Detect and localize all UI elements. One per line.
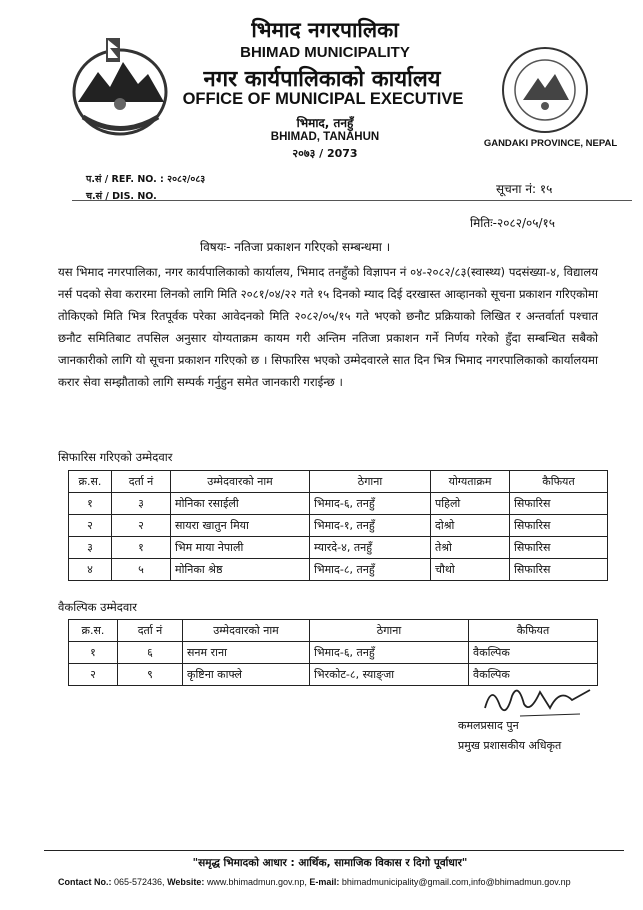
office-name-np: नगर कार्यपालिकाको कार्यालय: [203, 67, 441, 92]
cell-rank: दोश्रो: [431, 515, 510, 537]
signatory-name: कमलप्रसाद पुन: [458, 719, 519, 732]
cell-name: भिम माया नेपाली: [171, 537, 310, 559]
footer-slogan: "समृद्ध भिमादको आधार : आर्थिक, सामाजिक विकास र दिगो पूर्वाधार": [192, 857, 468, 869]
cell-name: मोनिका श्रेष्ठ: [171, 559, 310, 581]
address-np: भिमाद, तनहुँ: [296, 116, 354, 130]
cell-name: सनम राना: [183, 642, 310, 664]
cell-remarks: वैकल्पिक: [469, 664, 598, 686]
cell-rank: तेश्रो: [431, 537, 510, 559]
cell-address: भिमाद-६, तनहुँ: [310, 642, 469, 664]
col-address: ठेगाना: [310, 471, 431, 493]
letter-date: [470, 214, 555, 231]
notice-label: सूचना नं:: [496, 182, 537, 196]
col-address: ठेगाना: [310, 620, 469, 642]
email-link[interactable]: bhimadmunicipality@gmail.com,info@bhimadmun.gov.np: [341, 877, 571, 887]
cell-sn: २: [69, 515, 112, 537]
footer-contact: [58, 877, 638, 887]
alternate-title: वैकल्पिक उम्मेदवार: [58, 600, 137, 614]
cell-reg-no: २: [112, 515, 171, 537]
cell-address: म्यारदे-४, तनहुँ: [310, 537, 431, 559]
table-row: [69, 642, 598, 664]
cell-address: भिमाद-८, तनहुँ: [310, 559, 431, 581]
table-row: [69, 515, 608, 537]
establishment-year: २०७३ / 2073: [292, 147, 358, 160]
col-sn: क्र.स.: [69, 620, 118, 642]
website-label: Website:: [167, 877, 205, 887]
contact-value: 065-572436,: [114, 877, 165, 887]
ref-value: २०८२/०८३: [167, 174, 206, 185]
nepal-emblem-logo: [68, 32, 173, 140]
ref-number: [86, 172, 205, 185]
table-row: [69, 537, 608, 559]
letter-subject: विषयः- नतिजा प्रकाशन गरिएको सम्बन्धमा ।: [200, 240, 391, 254]
dis-label: च.सं / DIS. NO.: [86, 191, 157, 202]
municipal-seal-logo: [483, 40, 613, 138]
notice-value: १५: [539, 182, 553, 196]
ref-label: प.सं / REF. NO. :: [86, 174, 164, 185]
col-sn: क्र.स.: [69, 471, 112, 493]
col-reg-no: दर्ता नं: [118, 620, 183, 642]
cell-rank: चौथो: [431, 559, 510, 581]
office-name-en: OFFICE OF MUNICIPAL EXECUTIVE: [182, 90, 464, 108]
cell-name: मोनिका रसाईली: [171, 493, 310, 515]
cell-remarks: सिफारिस: [510, 515, 608, 537]
col-name: उम्मेदवारको नाम: [171, 471, 310, 493]
alternate-table: [68, 619, 598, 686]
cell-name: सायरा खातुन मिया: [171, 515, 310, 537]
col-remarks: कैफियत: [469, 620, 598, 642]
col-rank: योग्यताक्रम: [431, 471, 510, 493]
cell-sn: २: [69, 664, 118, 686]
col-reg-no: दर्ता नं: [112, 471, 171, 493]
table-header-row: [69, 471, 608, 493]
municipality-name-en: BHIMAD MUNICIPALITY: [240, 44, 410, 61]
cell-address: भिरकोट-८, स्याङ्जा: [310, 664, 469, 686]
cell-address: भिमाद-१, तनहुँ: [310, 515, 431, 537]
cell-sn: १: [69, 493, 112, 515]
cell-sn: ४: [69, 559, 112, 581]
email-label: E-mail:: [309, 877, 340, 887]
cell-reg-no: ५: [112, 559, 171, 581]
cell-address: भिमाद-६, तनहुँ: [310, 493, 431, 515]
cell-remarks: सिफारिस: [510, 537, 608, 559]
table-row: [69, 493, 608, 515]
address-en: BHIMAD, TANAHUN: [270, 131, 380, 143]
cell-sn: १: [69, 642, 118, 664]
table-row: [69, 559, 608, 581]
cell-sn: ३: [69, 537, 112, 559]
province-en: GANDAKI PROVINCE, NEPAL: [483, 138, 618, 149]
cell-remarks: सिफारिस: [510, 493, 608, 515]
notice-number: [496, 180, 552, 197]
contact-label: Contact No.:: [58, 877, 112, 887]
cell-reg-no: १: [112, 537, 171, 559]
letter-body: यस भिमाद नगरपालिका, नगर कार्यपालिकाको कार्यालय, भिमाद तनहुँको विज्ञापन नं ०४-२०८२/८३(स्वास्थ्य) पदसंख्या-४, विद्यालय नर्स पदको सेवा करारमा लिनको लागि मिति २०८१/०४/२२ गते १५ दिनको म्याद दिई दरखास्त आव्हानको सूचना प्रकाशन गरिएकोमा तोकिएको मिति भित्र रितपूर्वक परेका आवेदनको मिति २०८२/०५/१५ गते भएको छनौट प्रक्रियाको लिखित र अन्तर्वार्ता पश्चात छनौट समितिबाट तपसिल अनुसार योग्यताक्रम कायम गरी अन्तिम नतिजा प्रकाशन गर्ने निर्णय गरेको हुँदा सम्बन्धित सबैको जानकारीको लागि यो सूचना प्रकाशन गरिएको छ । सिफारिस भएको उम्मेदवारले सात दिन भित्र भिमाद नगरपालिकाको कार्यालयमा करार सेवा सम्झौताको लागि सम्पर्क गर्नुहुन समेत जानकारी गराईन्छ ।: [58, 265, 598, 389]
recommended-table: [68, 470, 608, 581]
footer-divider: [44, 850, 624, 851]
municipality-name-np: भिमाद नगरपालिका: [251, 18, 399, 42]
col-name: उम्मेदवारको नाम: [183, 620, 310, 642]
cell-reg-no: ९: [118, 664, 183, 686]
cell-remarks: वैकल्पिक: [469, 642, 598, 664]
date-label: मितिः-: [470, 216, 497, 230]
cell-rank: पहिलो: [431, 493, 510, 515]
cell-name: कृष्टिना काफ्ले: [183, 664, 310, 686]
header-divider: [72, 200, 632, 201]
cell-reg-no: ६: [118, 642, 183, 664]
recommended-title: सिफारिस गरिएको उम्मेदवार: [58, 450, 173, 464]
cell-reg-no: ३: [112, 493, 171, 515]
signatory-title: प्रमुख प्रशासकीय अधिकृत: [458, 739, 562, 752]
date-value: २०८२/०५/१५: [497, 216, 556, 230]
col-remarks: कैफियत: [510, 471, 608, 493]
cell-remarks: सिफारिस: [510, 559, 608, 581]
table-header-row: [69, 620, 598, 642]
website-link[interactable]: www.bhimadmun.gov.np,: [206, 877, 307, 887]
